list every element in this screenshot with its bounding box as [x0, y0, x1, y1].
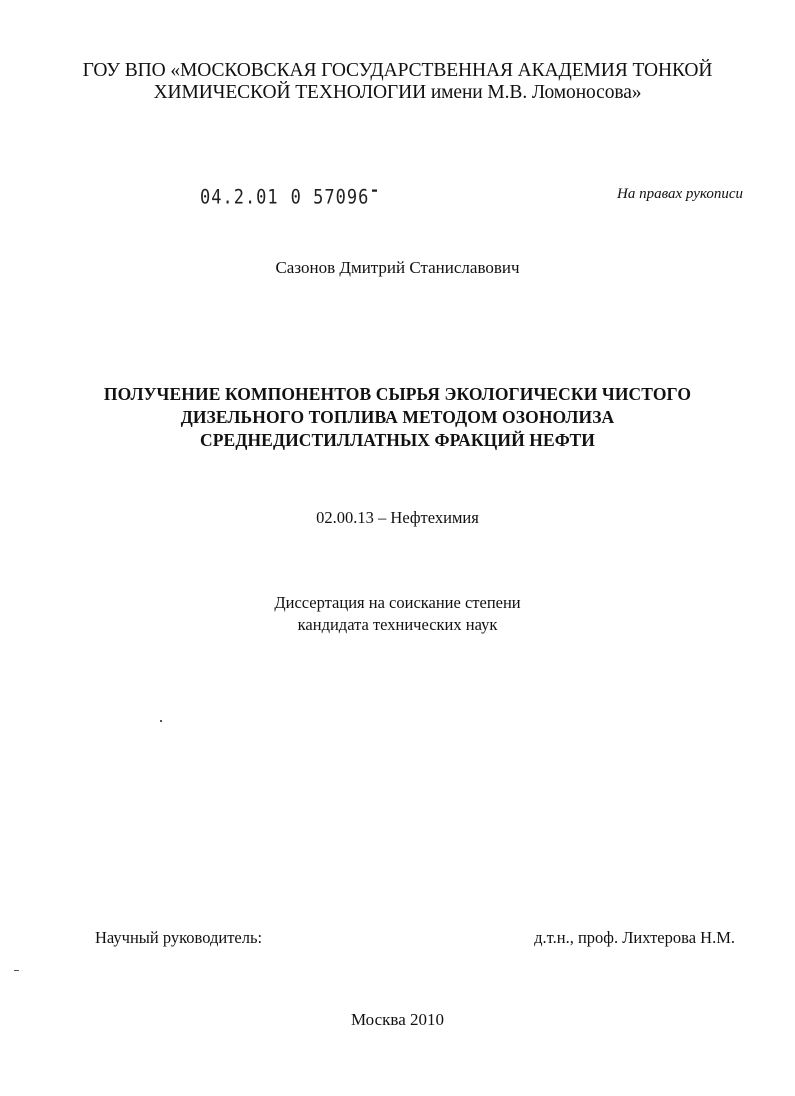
scan-speck — [160, 720, 162, 722]
city-year: Москва 2010 — [350, 1010, 445, 1029]
supervisor-label: Научный руководитель: — [95, 928, 263, 947]
stamp-code: 04.2.01 — [200, 186, 279, 209]
institution-name-line-2: ХИМИЧЕСКОЙ ТЕХНОЛОГИИ имени М.В. Ломоносова» — [153, 82, 642, 103]
scan-speck — [14, 970, 19, 971]
degree-line-2: кандидата технических наук — [297, 615, 498, 634]
author-name: Сазонов Дмитрий Станиславович — [275, 258, 520, 277]
rights-note: На правах рукописи — [617, 186, 743, 202]
degree-line-1: Диссертация на соискание степени — [274, 593, 521, 612]
registration-stamp — [200, 186, 377, 209]
thesis-title-line-3: СРЕДНЕДИСТИЛЛАТНЫХ ФРАКЦИЙ НЕФТИ — [200, 430, 595, 450]
supervisor-name: д.т.н., проф. Лихтерова Н.М. — [534, 928, 735, 947]
thesis-title-line-2: ДИЗЕЛЬНОГО ТОПЛИВА МЕТОДОМ ОЗОНОЛИЗА — [180, 407, 615, 427]
specialty-code: 02.00.13 – Нефтехимия — [316, 508, 479, 527]
institution-name-line-1: ГОУ ВПО «МОСКОВСКАЯ ГОСУДАРСТВЕННАЯ АКАДЕМИЯ ТОНКОЙ — [82, 60, 713, 81]
stamp-mark — [372, 189, 377, 191]
thesis-title-line-1: ПОЛУЧЕНИЕ КОМПОНЕНТОВ СЫРЬЯ ЭКОЛОГИЧЕСКИ ЧИСТОГО — [103, 384, 692, 404]
stamp-number: 0 57096 — [290, 186, 370, 209]
